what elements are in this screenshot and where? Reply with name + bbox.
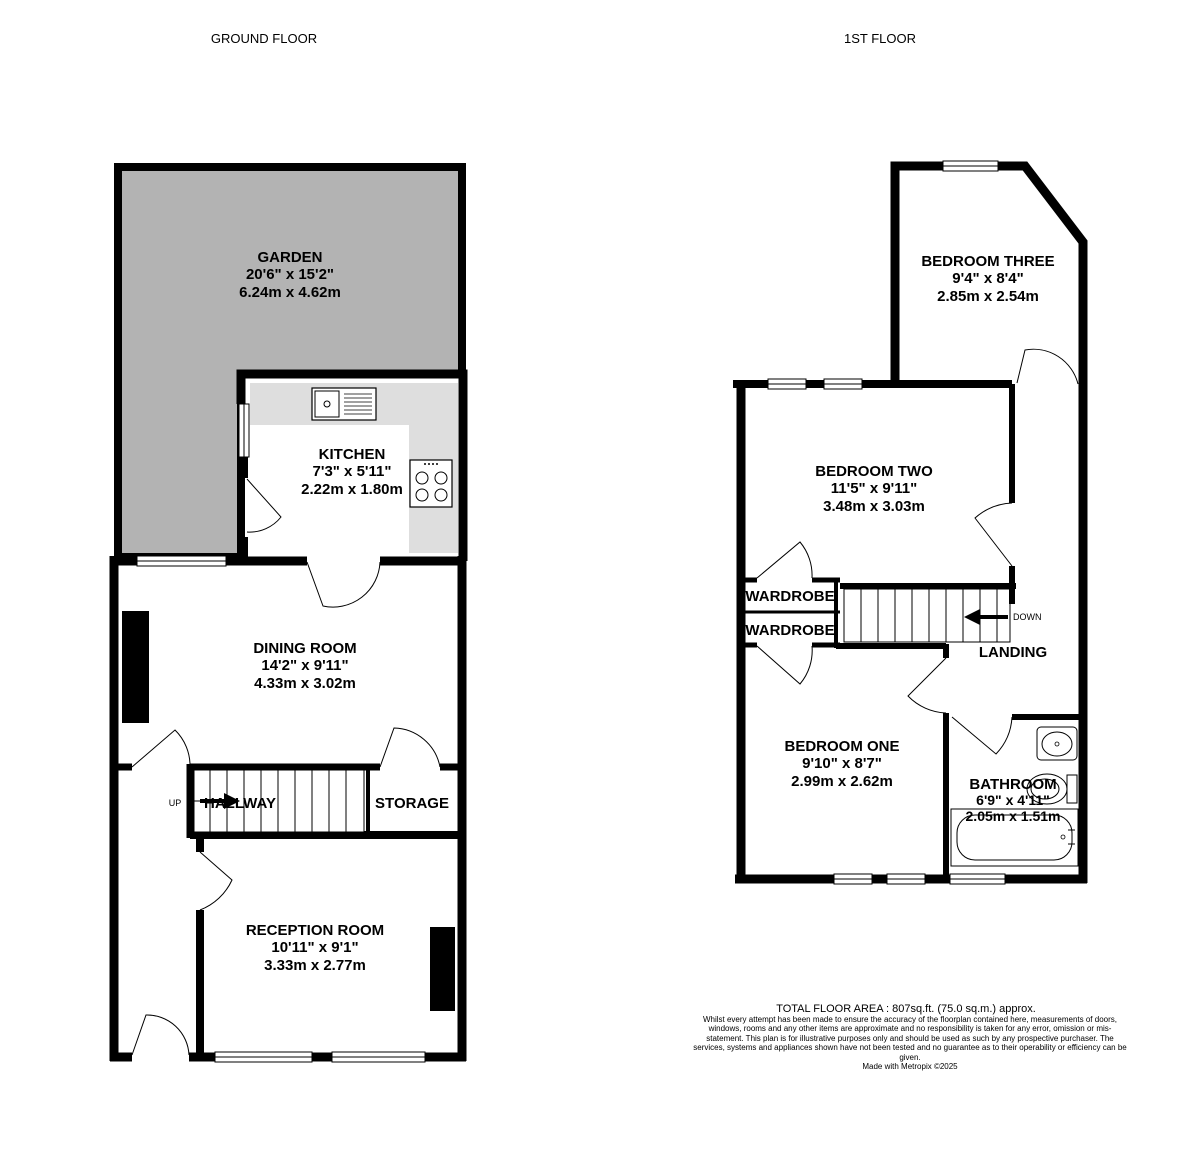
first-floor-plan [733,161,1087,884]
total-floor-area: TOTAL FLOOR AREA : 807sq.ft. (75.0 sq.m.) approx. [776,1003,1036,1015]
room-name-bedroom-one: BEDROOM ONE [784,738,900,755]
sink [312,388,376,420]
door-swing [757,542,812,578]
door-swing [952,717,1012,754]
room-name-storage: STORAGE [375,795,449,812]
hob [410,460,452,507]
room-size-metric-kitchen: 2.22m x 1.80m [301,481,403,498]
door-swing [757,646,812,684]
wash-basin [1037,727,1077,760]
room-size-metric-reception: 3.33m x 2.77m [264,957,366,974]
room-size-metric-bathroom: 2.05m x 1.51m [965,808,1061,824]
room-size-imperial-bedroom-one: 9'10" x 8'7" [802,755,882,772]
room-name-bathroom: BATHROOM [969,776,1057,793]
door-swing [200,852,232,910]
staircase [844,589,1010,642]
room-name-reception: RECEPTION ROOM [245,922,385,939]
room-name-hallway: HALLWAY [204,795,276,812]
chimney-breast [122,611,149,723]
disclaimer-block [690,1015,1130,1071]
door-swing [1017,349,1078,384]
ground-floor-plan [110,167,466,1062]
room-name-bedroom-three: BEDROOM THREE [921,253,1055,270]
room-size-metric-dining: 4.33m x 3.02m [254,675,356,692]
room-name-wardrobe-bottom: WARDROBE [745,622,835,639]
door-swing [307,562,380,607]
room-name-dining: DINING ROOM [253,640,357,657]
ground-floor-heading: GROUND FLOOR [210,31,318,46]
room-size-imperial-reception: 10'11" x 9'1" [271,939,359,956]
stair-label-down: DOWN [1013,612,1042,622]
room-size-imperial-kitchen: 7'3" x 5'11" [312,463,392,480]
room-size-imperial-dining: 14'2" x 9'11" [261,657,349,674]
door-swing [247,479,281,532]
room-name-wardrobe-top: WARDROBE [745,588,835,605]
room-name-garden: GARDEN [257,249,323,266]
door-swing [975,503,1012,566]
room-size-metric-bedroom-two: 3.48m x 3.03m [823,498,925,515]
room-size-imperial-bedroom-three: 9'4" x 8'4" [952,270,1024,287]
disclaimer-text: Whilst every attempt has been made to ensure the accuracy of the floorplan contained here, measurements of doors, windows, rooms and any other items are approximate and no responsibility is taken for any error, omission or mis-statement. This plan is for illustrative purposes only and should be used as such by any prospective purchaser. The services, systems and appliances shown have not been tested and no guarantee as to their operability or efficiency can be given. [693,1015,1127,1062]
room-name-bedroom-two: BEDROOM TWO [815,463,933,480]
door-swing [132,1015,189,1055]
credit-text: Made with Metropix ©2025 [862,1062,958,1072]
chimney-breast [430,927,455,1011]
room-name-landing: LANDING [978,644,1048,661]
room-size-metric-bedroom-three: 2.85m x 2.54m [937,288,1039,305]
room-size-metric-bedroom-one: 2.99m x 2.62m [791,773,893,790]
door-swing [380,728,440,767]
room-name-kitchen: KITCHEN [318,446,386,463]
room-size-imperial-bathroom: 6'9" x 4'11" [976,792,1050,808]
exterior-wall [895,166,943,385]
room-size-imperial-garden: 20'6" x 15'2" [245,266,335,283]
first-floor-heading: 1ST FLOOR [843,31,917,46]
stair-label-up: UP [168,798,182,808]
door-swing [132,730,190,767]
door-swing [908,658,946,713]
room-size-imperial-bedroom-two: 11'5" x 9'11" [830,480,918,497]
room-size-metric-garden: 6.24m x 4.62m [239,284,341,301]
